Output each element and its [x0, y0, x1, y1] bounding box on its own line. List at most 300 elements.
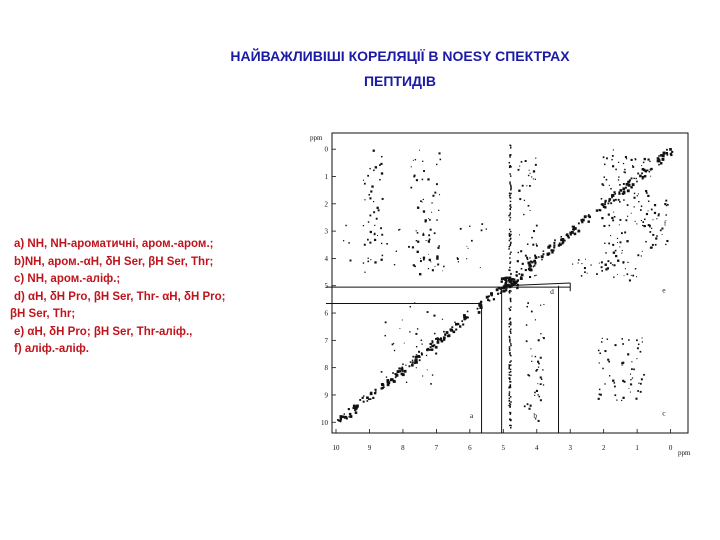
diagonal-peak: [457, 323, 459, 325]
cross-peak: [481, 229, 483, 231]
diagonal-peak: [559, 244, 561, 246]
cross-peak: [410, 187, 412, 189]
cross-peak: [415, 333, 417, 335]
cross-peak: [534, 395, 535, 396]
diagonal-peak: [489, 300, 491, 302]
cross-peak: [370, 190, 372, 192]
streak-peak: [510, 321, 512, 323]
diagonal-peak: [529, 265, 531, 267]
cross-peak: [624, 381, 626, 383]
streak-peak: [508, 248, 510, 250]
cross-peak: [665, 214, 666, 215]
cross-peak: [381, 243, 382, 244]
cross-peak: [534, 392, 536, 394]
diagonal-peak: [418, 351, 420, 353]
diagonal-peak: [620, 189, 623, 192]
diagonal-peak: [666, 149, 668, 151]
diagonal-peak: [596, 209, 598, 211]
streak-peak: [509, 323, 511, 325]
cross-peak: [632, 165, 633, 166]
cross-peak: [654, 212, 656, 214]
diagonal-peak: [447, 336, 448, 337]
streak-peak: [510, 387, 512, 389]
diagonal-peak: [354, 409, 356, 411]
diagonal-peak: [566, 233, 569, 236]
diagonal-peak: [340, 415, 343, 418]
cross-peak: [521, 161, 523, 163]
diagonal-peak: [607, 203, 609, 205]
cross-peak: [379, 179, 380, 180]
cross-peak: [364, 244, 366, 246]
diagonal-peak: [374, 389, 376, 391]
cross-peak: [587, 273, 588, 274]
cross-peak: [572, 264, 573, 265]
cross-peak: [628, 339, 630, 341]
cross-peak: [430, 383, 432, 385]
cross-peak: [538, 339, 540, 341]
diagonal-peak: [391, 378, 394, 381]
diagonal-peak: [568, 236, 570, 238]
diagonal-peak: [641, 172, 643, 174]
diagonal-peak: [415, 356, 418, 359]
cross-peak: [520, 250, 522, 252]
cross-peak: [375, 166, 377, 168]
cross-peak: [642, 225, 643, 226]
streak-peak: [510, 175, 512, 177]
diagonal-peak: [505, 289, 507, 291]
diagonal-peak: [388, 381, 391, 384]
cross-peak: [596, 273, 598, 275]
streak-peak: [509, 341, 511, 343]
cross-peak: [649, 226, 650, 227]
diagonal-peak: [467, 317, 469, 319]
cross-peak: [350, 260, 352, 262]
cross-peak: [536, 390, 538, 392]
cross-peak: [651, 247, 653, 249]
streak-peak: [509, 374, 511, 376]
x-tick-label: 4: [535, 444, 539, 452]
cross-peak: [378, 209, 380, 211]
cross-peak: [648, 201, 649, 202]
diagonal-peak: [572, 229, 574, 231]
diagonal-peak: [642, 168, 645, 171]
diagonal-peak: [547, 253, 549, 255]
cross-peak: [623, 263, 624, 264]
cross-peak: [435, 266, 436, 267]
diagonal-peak: [670, 154, 672, 156]
cross-peak: [632, 166, 634, 168]
cross-peak: [422, 375, 423, 376]
cross-peak: [345, 225, 346, 226]
cross-peak: [637, 347, 639, 349]
diagonal-peak: [541, 255, 544, 258]
cross-peak: [438, 152, 440, 154]
streak-peak: [510, 375, 512, 377]
cross-peak: [624, 275, 625, 276]
cross-peak: [640, 351, 642, 353]
diagonal-peak: [666, 152, 668, 154]
cross-peak: [469, 226, 470, 227]
streak-peak: [510, 298, 512, 300]
diagonal-peak: [404, 370, 407, 373]
cross-peak: [630, 383, 632, 385]
cross-peak: [406, 382, 407, 383]
diagonal-peak: [408, 365, 410, 367]
cross-peak: [601, 341, 602, 342]
diagonal-peak: [395, 374, 398, 377]
diagonal-peak: [561, 242, 563, 244]
x-tick-label: 2: [601, 444, 606, 452]
cross-peak: [431, 202, 432, 203]
cross-peak: [611, 159, 612, 160]
cross-peak: [422, 234, 424, 236]
cross-peak: [578, 259, 580, 261]
cross-peak: [343, 240, 344, 241]
streak-peak: [510, 204, 512, 206]
cross-peak: [617, 238, 618, 239]
cross-peak: [416, 179, 418, 181]
streak-peak: [509, 257, 511, 259]
cross-peak: [599, 263, 600, 264]
cross-peak: [610, 262, 612, 264]
cross-peak: [613, 149, 614, 150]
cross-peak: [535, 319, 536, 320]
streak-peak: [510, 193, 512, 195]
cross-peak: [373, 170, 375, 172]
streak-peak: [509, 400, 511, 402]
cross-peak: [624, 169, 625, 170]
cross-peak: [533, 230, 535, 232]
cross-peak: [526, 257, 528, 259]
cross-peak: [427, 311, 429, 313]
y-axis-ticks: [321, 146, 336, 427]
cross-peak: [540, 305, 541, 306]
cross-peak: [631, 368, 633, 370]
cross-peak: [409, 331, 410, 332]
diagonal-peak: [570, 233, 572, 235]
noesy-spectrum: [300, 128, 700, 463]
cross-peak: [601, 266, 603, 268]
cross-peak: [369, 168, 370, 169]
cross-peak: [382, 255, 384, 257]
cross-peak: [420, 258, 421, 259]
cross-peak: [617, 242, 618, 243]
cross-peak: [381, 172, 383, 174]
y-tick-label: 10: [321, 418, 328, 427]
diagonal-peak: [363, 401, 365, 403]
streak-peak: [509, 337, 511, 339]
x-tick-label: 9: [367, 444, 372, 452]
cross-peak: [438, 245, 440, 247]
diagonal-peak: [541, 259, 543, 261]
cross-peak: [525, 160, 527, 162]
x-axis-ticks: [333, 429, 673, 452]
diagonal-peak: [627, 189, 630, 192]
diagonal-peak: [451, 326, 453, 328]
diagonal-peak: [521, 268, 523, 270]
cross-peak: [608, 214, 610, 216]
diagonal-peak: [355, 411, 358, 414]
cross-peak: [615, 169, 617, 171]
cross-peak: [381, 156, 382, 157]
cross-peak: [537, 361, 539, 363]
cross-peak: [525, 269, 527, 271]
diagonal-peak: [443, 336, 446, 339]
cross-peak: [531, 311, 533, 313]
cross-peak: [438, 210, 439, 211]
cross-peak: [543, 337, 545, 339]
x-tick-label: 0: [668, 444, 673, 452]
cross-peak: [373, 201, 374, 202]
cross-peak: [613, 212, 614, 213]
cross-peak: [537, 383, 538, 384]
cross-peak: [540, 383, 542, 385]
streak-peak: [509, 340, 511, 342]
x-tick-label: 3: [568, 444, 572, 452]
diagonal-peak: [486, 296, 489, 299]
cross-peak: [656, 235, 658, 237]
streak-peak: [509, 366, 511, 368]
cross-peak: [381, 259, 383, 261]
cross-peak: [623, 199, 624, 200]
water-peak: [511, 284, 513, 286]
cross-peak: [605, 252, 606, 253]
cross-peak: [533, 170, 535, 172]
cross-peak: [599, 389, 600, 390]
cross-peak: [613, 276, 614, 277]
cross-peak: [434, 192, 436, 194]
diagonal-peak: [553, 242, 555, 244]
streak-peak: [509, 395, 511, 397]
diagonal-peak: [533, 266, 534, 267]
streak-peak: [509, 194, 511, 196]
cross-peak: [642, 251, 643, 252]
region-label-f: f: [663, 218, 667, 228]
cross-peak: [619, 224, 620, 225]
cross-peak: [609, 225, 611, 227]
cross-peak: [529, 170, 530, 171]
streak-peak: [509, 379, 511, 381]
streak-peak: [509, 229, 511, 231]
cross-peak: [614, 386, 616, 388]
streak-peak: [509, 183, 511, 185]
cross-peak: [405, 365, 406, 366]
streak-peak: [509, 418, 511, 420]
cross-peak: [534, 255, 536, 257]
diagonal-peak: [632, 183, 635, 186]
diagonal-peak: [439, 338, 441, 340]
cross-peak: [630, 392, 631, 393]
cross-peak: [610, 202, 612, 204]
streak-peak: [508, 405, 510, 407]
streak-peak: [509, 233, 511, 235]
cross-peak: [612, 219, 614, 221]
diagonal-peak: [462, 323, 464, 325]
cross-peak: [440, 159, 442, 161]
cross-peak: [528, 408, 530, 410]
cross-peak: [628, 388, 629, 389]
cross-peak: [535, 158, 536, 159]
cross-peak: [422, 161, 423, 162]
cross-peak: [410, 306, 411, 307]
cross-peak: [419, 150, 420, 151]
cross-peak: [627, 216, 628, 217]
diagonal-peak: [553, 246, 555, 248]
cross-peak: [666, 240, 668, 242]
cross-peak: [423, 259, 425, 261]
streak-peak: [510, 212, 512, 214]
diagonal-peak: [419, 359, 421, 361]
cross-peak: [384, 335, 385, 336]
cross-peak: [603, 225, 605, 227]
legend-item-a: a) NH, NH-ароматичні, аром.-аром.;: [14, 238, 214, 250]
water-peak: [517, 284, 519, 286]
cross-peak: [626, 240, 628, 242]
diagonal-peak: [350, 415, 353, 418]
streak-peak: [510, 299, 512, 301]
cross-peak: [619, 246, 620, 247]
cross-peak: [608, 243, 610, 245]
diagonal-peak: [613, 199, 615, 201]
cross-peak: [435, 353, 437, 355]
cross-peak: [423, 233, 424, 234]
cross-peak: [633, 369, 635, 371]
cross-peak: [394, 350, 395, 351]
cross-peak: [423, 210, 425, 212]
cross-peak: [536, 243, 537, 244]
cross-peak: [429, 219, 431, 221]
cross-peak: [528, 175, 529, 176]
cross-peak: [535, 179, 536, 180]
streak-peak: [508, 377, 510, 379]
cross-peak: [364, 199, 365, 200]
diagonal-peak: [625, 187, 627, 189]
cross-peak: [652, 244, 654, 246]
cross-peak: [622, 362, 624, 364]
cross-peak: [640, 383, 642, 385]
cross-peak: [641, 220, 642, 221]
cross-peak: [640, 209, 642, 211]
cross-peak: [635, 221, 636, 222]
cross-peak: [436, 164, 437, 165]
diagonal-peak: [538, 256, 540, 258]
cross-peak: [662, 234, 663, 235]
cross-peak: [519, 198, 521, 200]
cross-peak: [606, 157, 608, 159]
cross-peak: [471, 240, 473, 242]
y-tick-label: 6: [324, 309, 328, 318]
streak-peak: [510, 261, 512, 263]
cross-peak: [367, 261, 369, 263]
diagonal-peak: [421, 352, 423, 354]
cross-peak: [414, 302, 415, 303]
diagonal-peak: [432, 345, 434, 347]
streak-peak: [509, 267, 511, 269]
diagonal-peak: [412, 361, 414, 363]
diagonal-peak: [353, 405, 356, 408]
cross-peak: [622, 250, 623, 251]
streak-peak: [510, 185, 512, 187]
cross-peak: [604, 383, 605, 384]
legend-item-f: f) аліф.-аліф.: [14, 343, 89, 355]
cross-peak: [645, 190, 647, 192]
water-peak: [501, 278, 503, 280]
streak-peak: [510, 217, 512, 219]
streak-peak: [509, 166, 511, 168]
diagonal-peak: [370, 392, 372, 394]
streak-peak: [510, 364, 512, 366]
cross-peak: [650, 176, 651, 177]
streak-peak: [510, 318, 512, 320]
cross-peak: [429, 239, 431, 241]
cross-peak: [643, 162, 644, 163]
cross-peak: [442, 270, 443, 271]
diagonal-peak: [635, 178, 636, 179]
cross-peak: [581, 275, 583, 277]
cross-peak: [578, 262, 579, 263]
streak-peak: [510, 242, 512, 244]
diagonal-peak: [574, 233, 577, 236]
streak-peak: [510, 145, 512, 147]
cross-peak: [377, 235, 378, 236]
cross-peak: [412, 246, 414, 248]
cross-peak: [415, 159, 416, 160]
cross-peak: [431, 212, 432, 213]
cross-peak: [526, 340, 528, 342]
cross-peak: [667, 204, 669, 206]
diagonal-peak: [480, 301, 482, 303]
cross-peak: [621, 252, 622, 253]
diagonal-peak: [645, 171, 647, 173]
y-tick-label: 2: [324, 200, 328, 209]
streak-peak: [509, 348, 511, 350]
cross-peak: [615, 255, 617, 257]
diagonal-peak: [608, 198, 611, 201]
cross-peak: [417, 251, 419, 253]
cross-peak: [617, 260, 619, 262]
correlation-legend: [10, 236, 310, 359]
diagonal-peak: [644, 175, 646, 177]
diagonal-peak: [584, 215, 587, 218]
cross-peak: [599, 362, 600, 363]
diagonal-peak: [516, 271, 518, 273]
cross-peak: [466, 258, 467, 259]
diagonal-peak: [454, 322, 455, 323]
diagonal-peak: [498, 287, 500, 289]
diagonal-peak: [658, 164, 660, 166]
cross-peak: [626, 158, 627, 159]
diagonal-peak: [531, 261, 533, 263]
cross-peak: [429, 259, 431, 261]
cross-peak: [619, 219, 621, 221]
cross-peak: [646, 192, 648, 194]
streak-peak: [510, 201, 512, 203]
cross-peak: [625, 156, 627, 158]
water-peak: [509, 276, 511, 278]
cross-peak: [656, 218, 657, 219]
cross-peak: [600, 394, 602, 396]
cross-peak: [539, 396, 541, 398]
cross-peak: [622, 365, 623, 366]
diagonal-peak: [444, 334, 446, 336]
diagonal-peak: [349, 413, 352, 416]
region-label-c: c: [662, 408, 666, 418]
streak-peak: [510, 369, 512, 371]
diagonal-peak: [528, 267, 530, 269]
diagonal-peak: [356, 405, 359, 408]
cross-peak: [651, 209, 653, 211]
cross-peak: [536, 225, 538, 227]
